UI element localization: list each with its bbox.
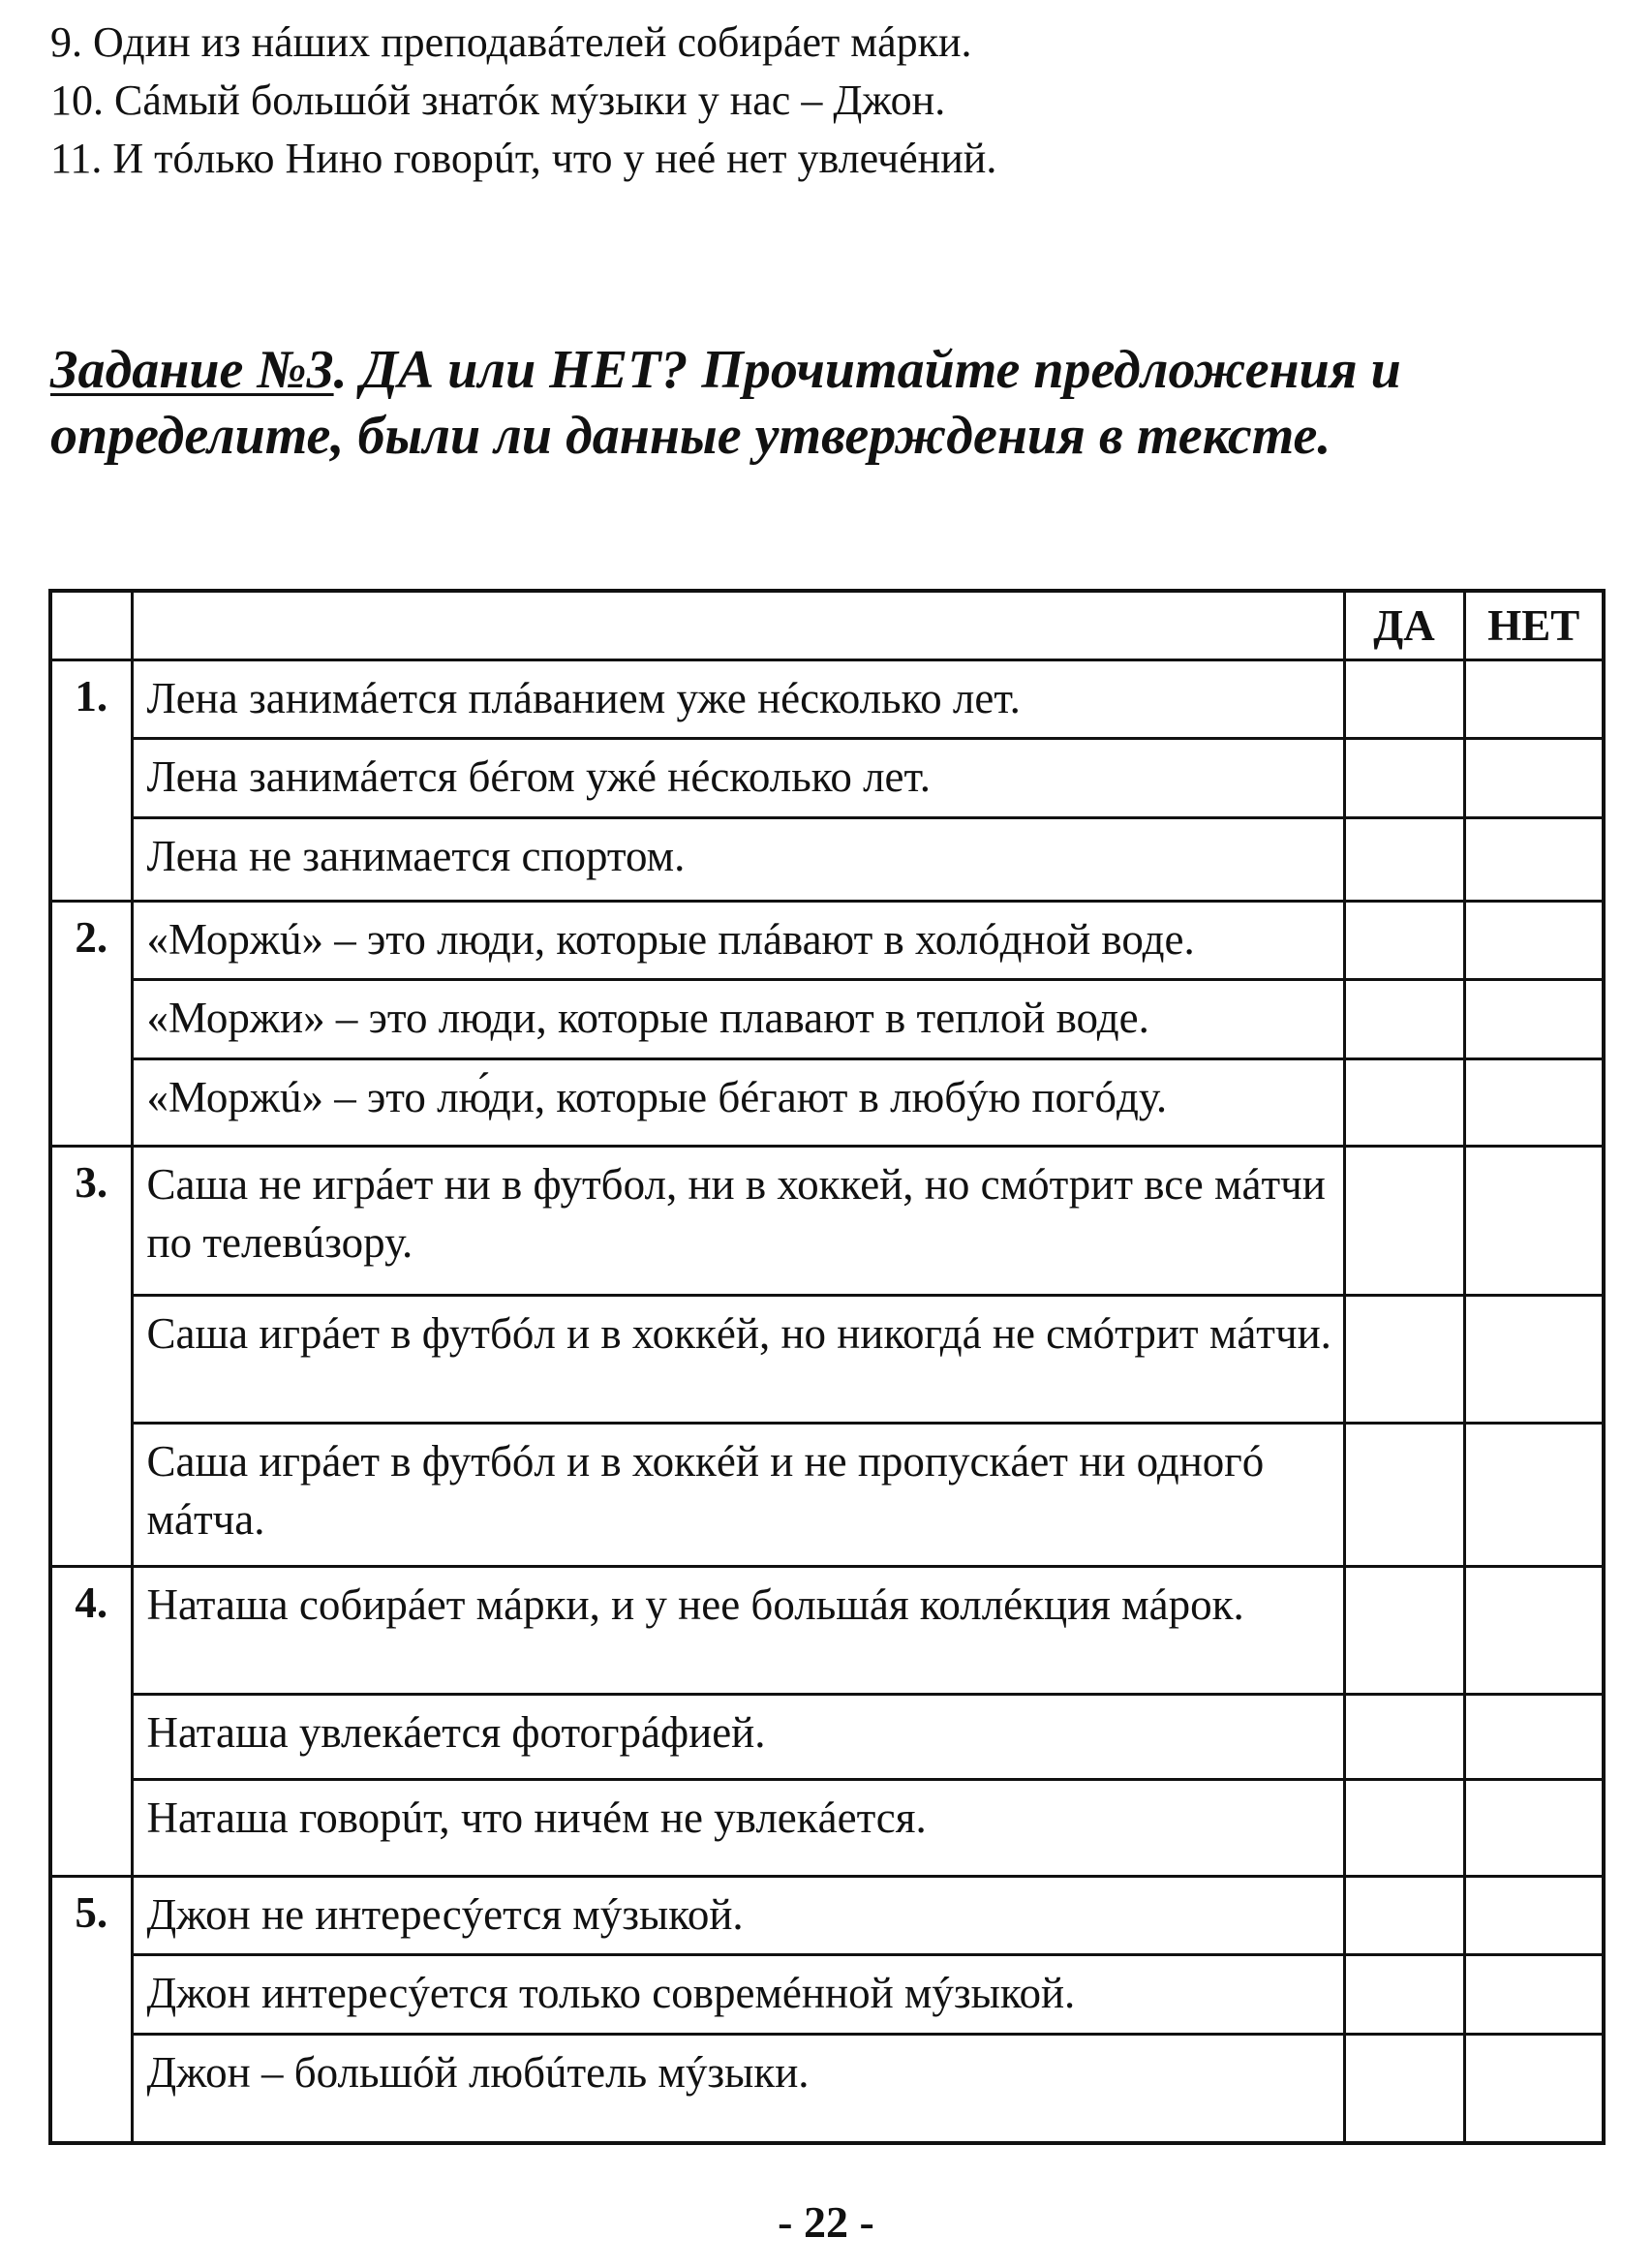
answer-no-cell[interactable] bbox=[1464, 1695, 1604, 1780]
answer-no-cell[interactable] bbox=[1464, 1296, 1604, 1424]
header-yes: ДА bbox=[1344, 591, 1464, 660]
table-row bbox=[50, 1567, 1604, 1695]
statement-text: «Моржи» – это люди, которые плавают в теплой воде. bbox=[132, 980, 1344, 1059]
table-row bbox=[50, 1296, 1604, 1424]
answer-no-cell[interactable] bbox=[1464, 660, 1604, 739]
intro-line: 11. И тóлько Нино говорúт, что у неé нет увлечéний. bbox=[50, 135, 997, 182]
intro-line: 10. Сáмый большóй знатóк мýзыки у нас – Джон. bbox=[50, 77, 946, 124]
answer-no-cell[interactable] bbox=[1464, 1424, 1604, 1567]
table-row bbox=[50, 1424, 1604, 1567]
page-number: - 22 - bbox=[778, 2197, 874, 2247]
statement-text: Наташа собирáет мáрки, и у нее большáя коллéкция мáрок. bbox=[132, 1567, 1344, 1695]
header-number bbox=[50, 591, 132, 660]
statement-text: Лена не занимается спортом. bbox=[132, 818, 1344, 902]
table-row bbox=[50, 902, 1604, 980]
answer-yes-cell[interactable] bbox=[1344, 1147, 1464, 1296]
group-number: 3. bbox=[50, 1147, 132, 1567]
statement-text: Саша игрáет в футбóл и в хоккéй, но никогдá не смóтрит мáтчи. bbox=[132, 1296, 1344, 1424]
statement-text: Джон не интересýется мýзыкой. bbox=[132, 1877, 1344, 1955]
table-row bbox=[50, 1695, 1604, 1780]
answer-no-cell[interactable] bbox=[1464, 739, 1604, 818]
answer-yes-cell[interactable] bbox=[1344, 902, 1464, 980]
header-statement bbox=[132, 591, 1344, 660]
table-row bbox=[50, 739, 1604, 818]
answer-no-cell[interactable] bbox=[1464, 902, 1604, 980]
true-false-table bbox=[48, 589, 1606, 2145]
statement-text: Джон – большóй любúтель мýзыки. bbox=[132, 2035, 1344, 2143]
table-row bbox=[50, 2035, 1604, 2143]
table-row bbox=[50, 1780, 1604, 1877]
intro-lines bbox=[50, 14, 996, 188]
task-instruction: . ДА или НЕТ? Прочитайте предложения и определите, были ли данные утверждения в тексте. bbox=[50, 340, 1401, 466]
answer-yes-cell[interactable] bbox=[1344, 1059, 1464, 1147]
answer-yes-cell[interactable] bbox=[1344, 1567, 1464, 1695]
statement-text: Саша игрáет в футбóл и в хоккéй и не пропускáет ни одногó мáтча. bbox=[132, 1424, 1344, 1567]
answer-yes-cell[interactable] bbox=[1344, 1695, 1464, 1780]
answer-yes-cell[interactable] bbox=[1344, 980, 1464, 1059]
table-body bbox=[50, 660, 1604, 2143]
statement-text: Саша не игрáет ни в футбол, ни в хоккей, но смóтрит все мáтчи по телевúзору. bbox=[132, 1147, 1344, 1296]
statement-text: «Моржú» – это лю́ди, которые бéгают в любýю погóду. bbox=[132, 1059, 1344, 1147]
answer-no-cell[interactable] bbox=[1464, 1567, 1604, 1695]
answer-yes-cell[interactable] bbox=[1344, 1780, 1464, 1877]
answer-yes-cell[interactable] bbox=[1344, 1424, 1464, 1567]
table-row bbox=[50, 1147, 1604, 1296]
group-number: 1. bbox=[50, 660, 132, 902]
answer-no-cell[interactable] bbox=[1464, 1955, 1604, 2035]
table-row bbox=[50, 1877, 1604, 1955]
answer-yes-cell[interactable] bbox=[1344, 1877, 1464, 1955]
answer-no-cell[interactable] bbox=[1464, 1147, 1604, 1296]
group-number: 5. bbox=[50, 1877, 132, 2143]
statement-text: Наташа увлекáется фотогрáфией. bbox=[132, 1695, 1344, 1780]
group-number: 2. bbox=[50, 902, 132, 1147]
answer-no-cell[interactable] bbox=[1464, 2035, 1604, 2143]
answer-no-cell[interactable] bbox=[1464, 1059, 1604, 1147]
statement-text: Джон интересýется только совремéнной мýзыкой. bbox=[132, 1955, 1344, 2035]
answer-yes-cell[interactable] bbox=[1344, 739, 1464, 818]
answer-yes-cell[interactable] bbox=[1344, 2035, 1464, 2143]
table-row bbox=[50, 660, 1604, 739]
statement-text: Лена занимáется бéгом ужé нéсколько лет. bbox=[132, 739, 1344, 818]
task-heading bbox=[50, 337, 1600, 469]
header-no: НЕТ bbox=[1464, 591, 1604, 660]
intro-line: 9. Один из нáших преподавáтелей собирáет мáрки. bbox=[50, 18, 972, 66]
answer-yes-cell[interactable] bbox=[1344, 1296, 1464, 1424]
task-label: Задание №3 bbox=[50, 340, 334, 400]
table-row bbox=[50, 980, 1604, 1059]
table-header-row bbox=[50, 591, 1604, 660]
statement-text: Лена занимáется плáванием уже нéсколько лет. bbox=[132, 660, 1344, 739]
answer-yes-cell[interactable] bbox=[1344, 818, 1464, 902]
table-row bbox=[50, 1955, 1604, 2035]
statement-text: Наташа говорúт, что ничéм не увлекáется. bbox=[132, 1780, 1344, 1877]
answer-yes-cell[interactable] bbox=[1344, 1955, 1464, 2035]
table-row bbox=[50, 818, 1604, 902]
answer-no-cell[interactable] bbox=[1464, 818, 1604, 902]
statement-text: «Моржú» – это люди, которые плáвают в холóдной воде. bbox=[132, 902, 1344, 980]
answer-no-cell[interactable] bbox=[1464, 1780, 1604, 1877]
group-number: 4. bbox=[50, 1567, 132, 1877]
answer-no-cell[interactable] bbox=[1464, 1877, 1604, 1955]
answer-no-cell[interactable] bbox=[1464, 980, 1604, 1059]
table-row bbox=[50, 1059, 1604, 1147]
answer-yes-cell[interactable] bbox=[1344, 660, 1464, 739]
